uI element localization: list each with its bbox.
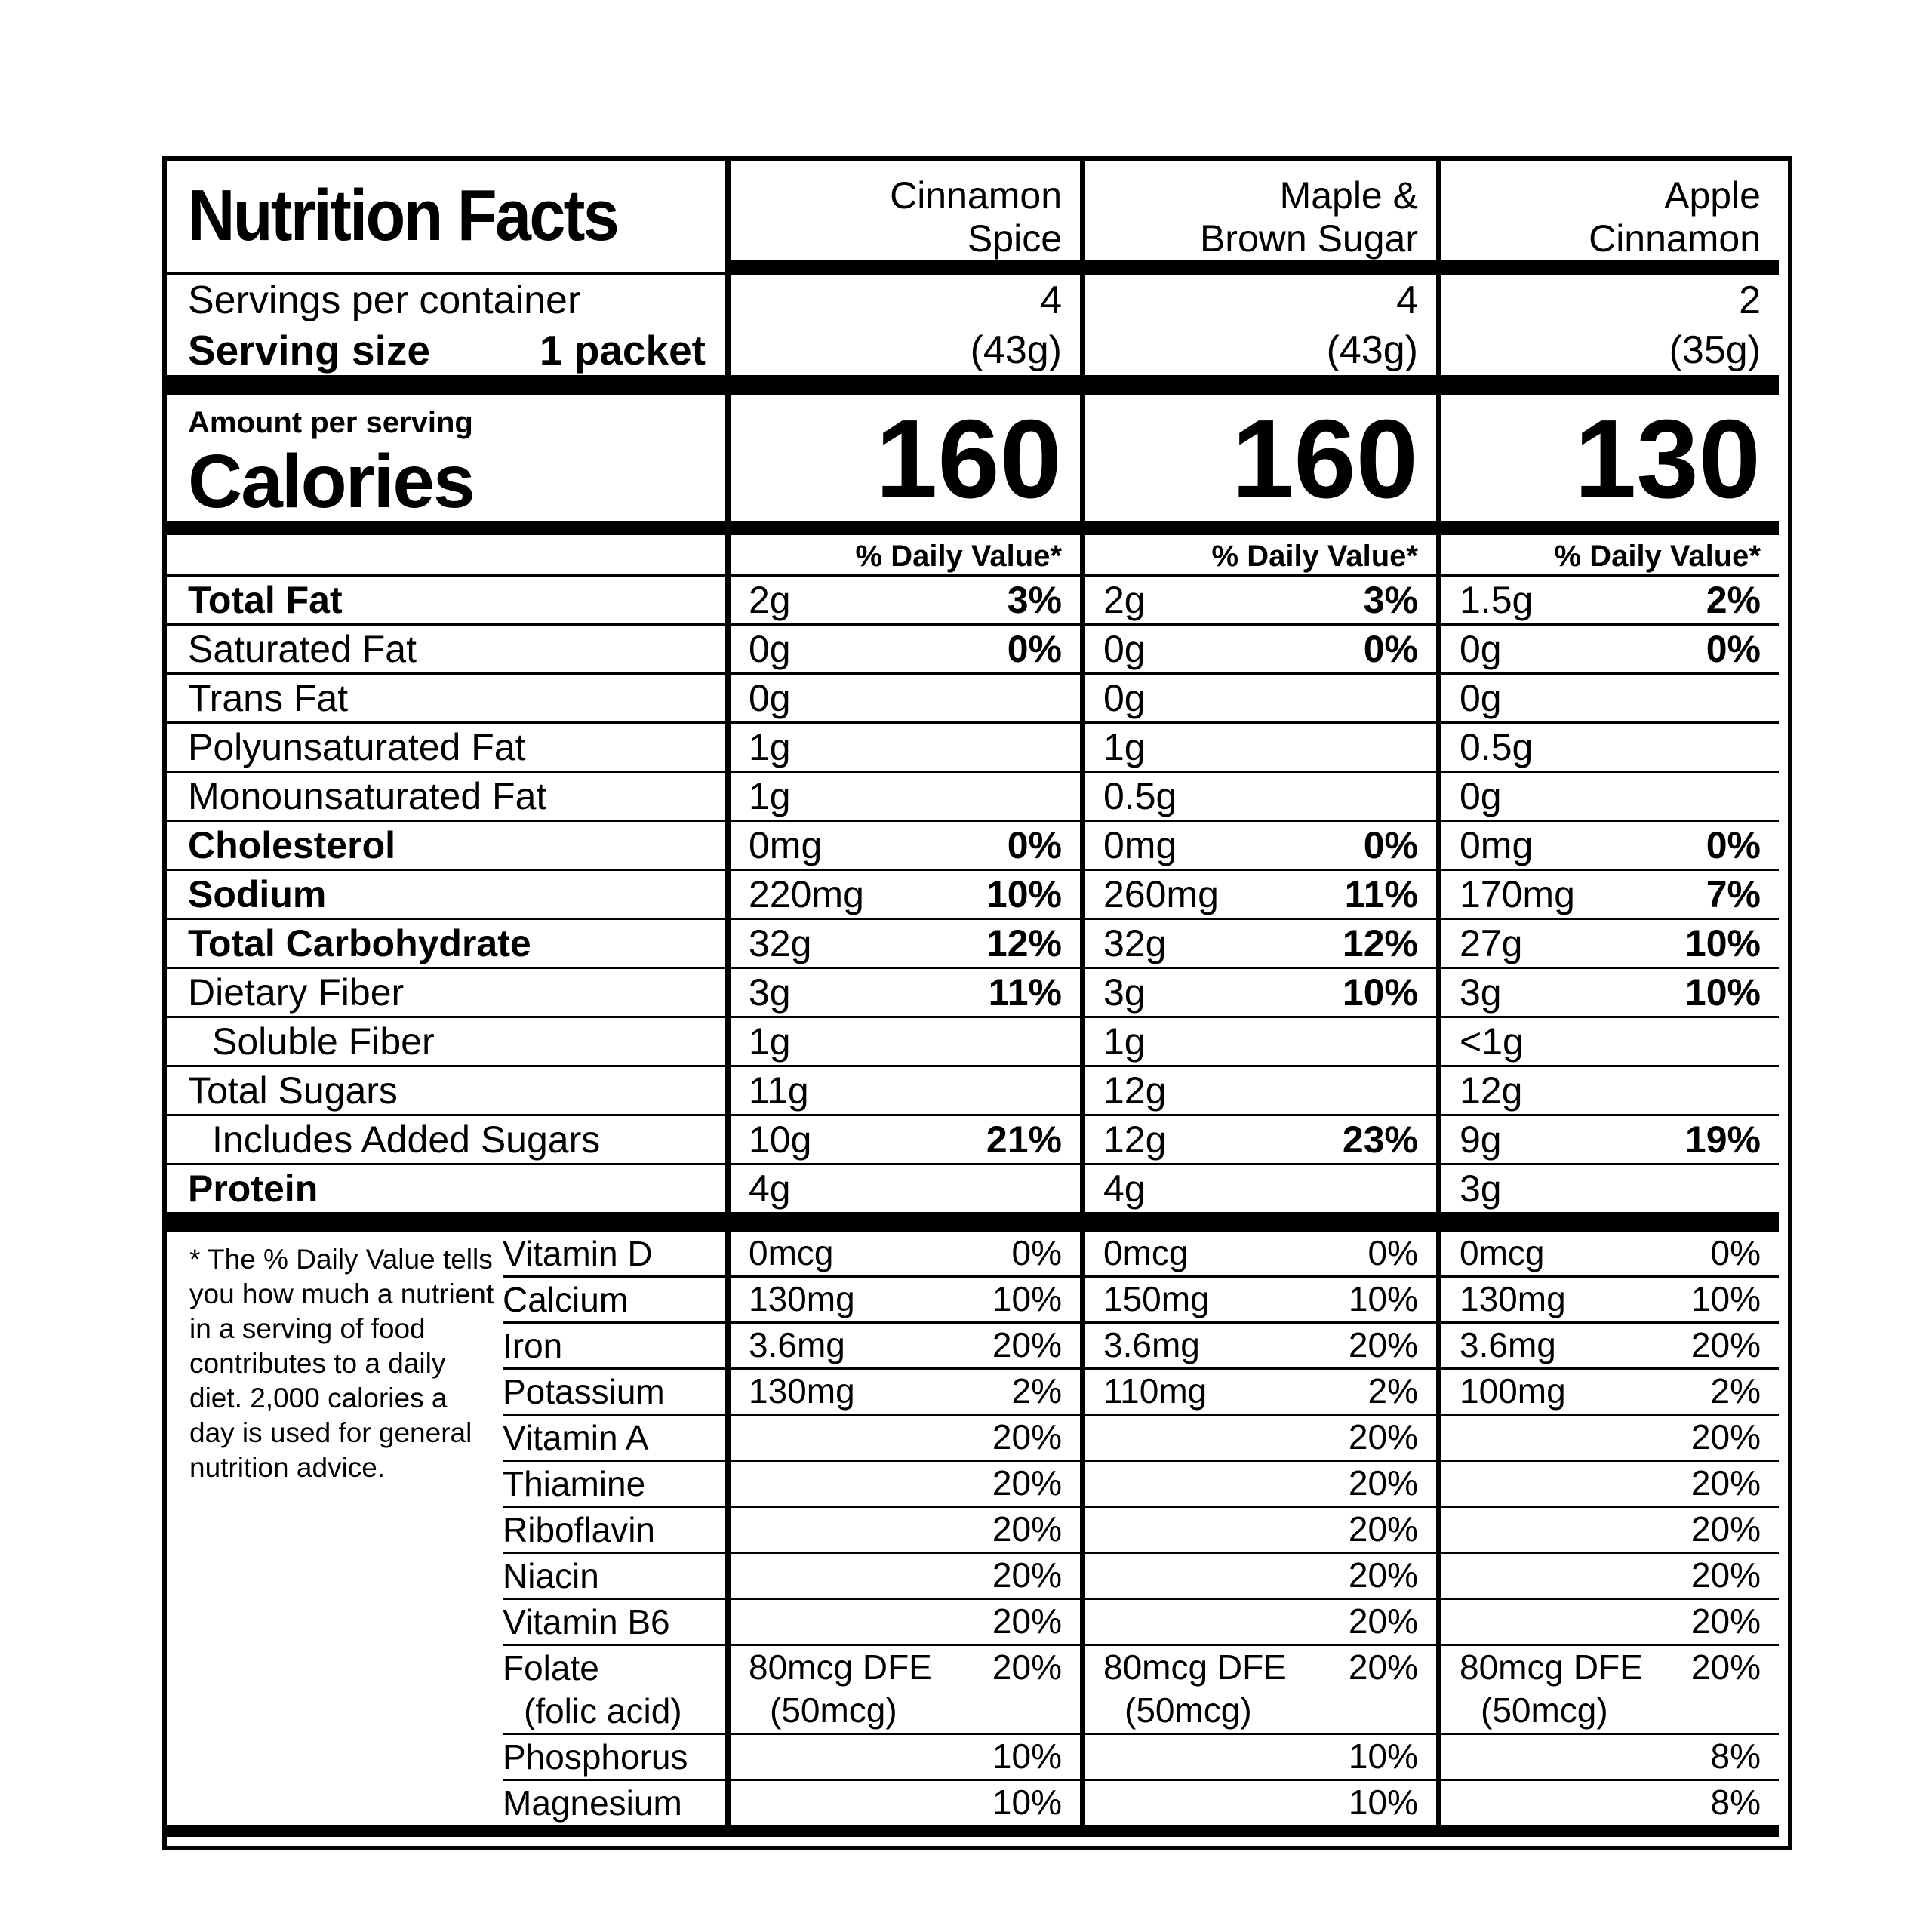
micronutrient-daily-value: 2%	[1011, 1371, 1062, 1411]
nutrient-amount: <1g	[1460, 1020, 1524, 1063]
nutrition-facts-label	[162, 156, 1792, 1850]
nutrient-amount: 0g	[1103, 628, 1146, 670]
page-title	[167, 161, 725, 275]
micronutrient-value-cell	[1436, 1462, 1779, 1508]
calories-label: Calories	[188, 439, 474, 524]
micronutrient-label	[503, 1735, 725, 1781]
nutrient-amount: 9g	[1460, 1118, 1502, 1161]
nutrient-label: Total Sugars	[167, 1067, 725, 1116]
micronutrient-daily-value: 20%	[992, 1417, 1062, 1457]
nutrient-daily-value: 11%	[988, 971, 1062, 1014]
daily-value-footnote: * The % Daily Value tells you how much a nutrient in a serving of food contributes to a daily diet. 2,000 calories a day is used for general nutrition advice.	[189, 1244, 494, 1483]
section-divider-bar	[1436, 1212, 1779, 1232]
flavor-name-line: Maple &	[1279, 174, 1418, 217]
micronutrient-amount	[1103, 1324, 1200, 1367]
micronutrient-daily-value: 20%	[992, 1463, 1062, 1503]
serving-size-label: Serving size	[188, 327, 430, 374]
micronutrient-value-cell	[1436, 1735, 1779, 1781]
nutrient-amount: 0g	[749, 677, 791, 719]
nutrient-amount: 11g	[749, 1069, 809, 1112]
nutrient-label: Total Fat	[167, 577, 725, 626]
nutrient-value-cell	[725, 773, 1080, 822]
serving-weight: (43g)	[1080, 325, 1436, 395]
nutrient-value-cell	[725, 1018, 1080, 1067]
micronutrient-label	[503, 1508, 725, 1554]
nutrient-label: Trans Fat	[167, 675, 725, 724]
nutrient-amount: 1g	[749, 1020, 791, 1063]
micronutrient-daily-value: 20%	[992, 1601, 1062, 1641]
nutrient-value-cell	[1080, 577, 1436, 626]
nutrient-amount: 220mg	[749, 873, 864, 915]
micronutrient-name: Iron	[503, 1326, 563, 1365]
nutrient-amount: 1g	[749, 726, 791, 768]
nutrient-amount: 1g	[1103, 726, 1146, 768]
nutrient-value-cell	[1436, 773, 1779, 822]
micronutrient-daily-value: 0%	[1710, 1233, 1761, 1272]
nutrient-value-cell	[725, 871, 1080, 920]
micronutrient-amount	[1103, 1370, 1207, 1413]
micronutrient-amount	[1460, 1232, 1544, 1275]
nutrient-daily-value: 0%	[1007, 824, 1062, 866]
nutrient-value-cell	[1080, 822, 1436, 871]
micronutrient-label	[503, 1370, 725, 1416]
nutrient-value-cell	[1436, 1018, 1779, 1067]
micronutrient-amount	[749, 1232, 833, 1275]
micronutrient-value-cell	[1436, 1508, 1779, 1554]
nutrient-daily-value: 2%	[1706, 579, 1761, 621]
micronutrient-daily-value: 2%	[1710, 1371, 1761, 1411]
page-title-text: Nutrition Facts	[188, 175, 618, 256]
micronutrient-daily-value: 10%	[992, 1783, 1062, 1822]
micronutrient-value-cell	[1080, 1278, 1436, 1324]
micronutrient-name: Calcium	[503, 1280, 629, 1319]
micronutrient-daily-value: 20%	[992, 1647, 1062, 1687]
nutrient-daily-value: 12%	[1342, 922, 1418, 964]
nutrient-label: Polyunsaturated Fat	[167, 724, 725, 773]
servings-count: 2	[1436, 275, 1779, 325]
nutrient-daily-value: 0%	[1363, 824, 1418, 866]
micronutrient-value-cell	[1080, 1735, 1436, 1781]
micronutrient-label	[503, 1600, 725, 1646]
nutrient-value-cell	[1436, 1116, 1779, 1165]
micronutrient-value-cell	[1436, 1781, 1779, 1825]
micronutrient-value-cell	[1080, 1600, 1436, 1646]
micronutrient-value-cell	[1080, 1416, 1436, 1462]
micronutrient-daily-value: 20%	[1690, 1555, 1761, 1595]
nutrient-daily-value: 0%	[1706, 824, 1761, 866]
micronutrient-daily-value: 20%	[1690, 1417, 1761, 1457]
micronutrient-value-cell	[1080, 1324, 1436, 1370]
micronutrient-amount-line: 130mg	[749, 1279, 855, 1318]
nutrient-daily-value: 7%	[1706, 873, 1761, 915]
nutrient-value-cell	[1080, 1018, 1436, 1067]
micronutrient-value-cell	[725, 1370, 1080, 1416]
nutrient-daily-value: 3%	[1363, 579, 1418, 621]
nutrient-value-cell	[1080, 1165, 1436, 1212]
micronutrient-value-cell	[725, 1554, 1080, 1600]
micronutrient-amount	[1103, 1646, 1287, 1732]
micronutrient-daily-value: 20%	[992, 1325, 1062, 1364]
micronutrient-name: Potassium	[503, 1372, 665, 1411]
micronutrient-value-cell	[725, 1416, 1080, 1462]
micronutrient-label	[503, 1324, 725, 1370]
nutrient-label: Dietary Fiber	[167, 969, 725, 1018]
serving-weight: (43g)	[725, 325, 1080, 395]
micronutrient-daily-value: 20%	[992, 1509, 1062, 1549]
flavor-name-line: Spice	[967, 217, 1062, 260]
nutrient-daily-value: 19%	[1684, 1118, 1761, 1161]
nutrient-value-cell	[725, 969, 1080, 1018]
micronutrient-value-cell	[1080, 1462, 1436, 1508]
flavor-name-line: Apple	[1664, 174, 1761, 217]
micronutrient-value-cell	[1436, 1324, 1779, 1370]
micronutrient-amount-line: 80mcg DFE	[1460, 1647, 1643, 1687]
nutrient-value-cell	[725, 1067, 1080, 1116]
micronutrient-value-cell	[1436, 1416, 1779, 1462]
micronutrient-daily-value: 20%	[1348, 1325, 1418, 1364]
calories-value: 160	[725, 395, 1080, 535]
micronutrient-section	[167, 1232, 1779, 1837]
micronutrient-value-cell	[725, 1646, 1080, 1735]
nutrient-value-cell	[725, 577, 1080, 626]
nutrient-value-cell	[1436, 871, 1779, 920]
nutrient-amount: 2g	[1103, 579, 1146, 621]
servings-count: 4	[1080, 275, 1436, 325]
calories-value: 160	[1080, 395, 1436, 535]
nutrient-amount: 3g	[749, 971, 791, 1014]
nutrient-label: Sodium	[167, 871, 725, 920]
nutrient-amount: 1g	[1103, 1020, 1146, 1063]
nutrient-label: Cholesterol	[167, 822, 725, 871]
micronutrient-name: Vitamin B6	[503, 1602, 670, 1641]
micronutrient-amount	[749, 1370, 855, 1413]
nutrient-amount: 0mg	[749, 824, 823, 866]
nutrient-value-cell	[1436, 724, 1779, 773]
micronutrient-daily-value: 20%	[1348, 1463, 1418, 1503]
flavor-header	[1080, 161, 1436, 275]
micronutrient-amount	[1460, 1370, 1566, 1413]
nutrient-value-cell	[1436, 626, 1779, 675]
nutrient-daily-value: 10%	[1684, 971, 1761, 1014]
micronutrient-daily-value: 20%	[1690, 1647, 1761, 1687]
nutrient-value-cell	[1080, 1116, 1436, 1165]
nutrient-value-cell	[725, 1165, 1080, 1212]
nutrient-amount: 0g	[1460, 775, 1502, 817]
nutrient-value-cell	[1436, 577, 1779, 626]
micronutrient-amount	[749, 1278, 855, 1321]
nutrient-value-cell	[1080, 1067, 1436, 1116]
nutrient-amount: 0g	[1460, 628, 1502, 670]
daily-value-header: % Daily Value*	[1436, 535, 1779, 577]
nutrient-amount: 10g	[749, 1118, 812, 1161]
micronutrient-value-cell	[725, 1600, 1080, 1646]
micronutrient-daily-value: 20%	[1690, 1509, 1761, 1549]
micronutrient-daily-value: 0%	[1011, 1233, 1062, 1272]
nutrient-value-cell	[1080, 920, 1436, 969]
nutrient-amount: 12g	[1103, 1069, 1167, 1112]
flavor-header	[1436, 161, 1779, 275]
micronutrient-amount-line: 100mg	[1460, 1371, 1566, 1411]
micronutrient-amount-line: 3.6mg	[1103, 1325, 1200, 1364]
serving-weight: (35g)	[1436, 325, 1779, 395]
nutrient-amount: 1.5g	[1460, 579, 1534, 621]
calories-header	[167, 395, 725, 535]
nutrient-value-cell	[1436, 822, 1779, 871]
nutrient-amount: 170mg	[1460, 873, 1575, 915]
micronutrient-daily-value: 10%	[992, 1737, 1062, 1776]
nutrient-amount: 3g	[1103, 971, 1146, 1014]
micronutrient-value-cell	[1436, 1554, 1779, 1600]
nutrient-label: Saturated Fat	[167, 626, 725, 675]
nutrient-amount: 0mg	[1460, 824, 1534, 866]
nutrient-value-cell	[1080, 675, 1436, 724]
micronutrient-name: Folate	[503, 1648, 599, 1687]
nutrient-amount: 0g	[1460, 677, 1502, 719]
micronutrient-name: Niacin	[503, 1556, 599, 1595]
nutrient-value-cell	[725, 920, 1080, 969]
nutrient-daily-value: 0%	[1363, 628, 1418, 670]
nutrient-amount: 27g	[1460, 922, 1523, 964]
micronutrient-value-cell	[1080, 1232, 1436, 1278]
micronutrient-daily-value: 2%	[1367, 1371, 1418, 1411]
nutrient-value-cell	[1080, 871, 1436, 920]
micronutrient-value-cell	[1080, 1554, 1436, 1600]
micronutrient-daily-value: 10%	[992, 1279, 1062, 1318]
nutrient-amount: 1g	[749, 775, 791, 817]
micronutrient-amount-sub: (50mcg)	[1124, 1690, 1252, 1730]
micronutrient-daily-value: 20%	[1348, 1509, 1418, 1549]
nutrient-amount: 4g	[749, 1168, 791, 1210]
nutrient-amount: 260mg	[1103, 873, 1219, 915]
micronutrient-amount-line: 130mg	[1460, 1279, 1566, 1318]
flavor-header	[725, 161, 1080, 275]
nutrient-label: Protein	[188, 1168, 318, 1210]
nutrient-label: Monounsaturated Fat	[167, 773, 725, 822]
serving-size-value: 1 packet	[539, 327, 706, 374]
nutrient-amount: 0.5g	[1103, 775, 1177, 817]
micronutrient-daily-value: 10%	[1690, 1279, 1761, 1318]
micronutrient-value-cell	[725, 1508, 1080, 1554]
nutrient-value-cell	[725, 1116, 1080, 1165]
micronutrient-label	[503, 1781, 725, 1825]
nutrient-label: Includes Added Sugars	[167, 1116, 725, 1165]
micronutrient-value-cell	[725, 1462, 1080, 1508]
micronutrient-label	[503, 1646, 725, 1735]
micronutrient-amount-line: 80mcg DFE	[749, 1647, 932, 1687]
micronutrient-amount	[1460, 1646, 1643, 1732]
micronutrient-value-cell	[725, 1232, 1080, 1278]
nutrient-amount: 0mg	[1103, 824, 1177, 866]
micronutrient-label	[503, 1462, 725, 1508]
daily-value-header: % Daily Value*	[1080, 535, 1436, 577]
nutrient-amount: 0g	[1103, 677, 1146, 719]
amount-per-serving-label: Amount per serving	[188, 406, 473, 439]
flavor-name-line: Cinnamon	[890, 174, 1062, 217]
nutrient-value-cell	[725, 626, 1080, 675]
micronutrient-amount-line: 3.6mg	[1460, 1325, 1556, 1364]
nutrient-amount: 0.5g	[1460, 726, 1534, 768]
micronutrient-value-cell	[1436, 1646, 1779, 1735]
nutrient-daily-value: 10%	[1342, 971, 1418, 1014]
nutrient-value-cell	[1436, 1165, 1779, 1212]
servings-per-container-label: Servings per container	[188, 278, 581, 322]
nutrient-value-cell	[1080, 626, 1436, 675]
micronutrient-name: Magnesium	[503, 1783, 682, 1823]
micronutrient-label	[503, 1278, 725, 1324]
nutrient-daily-value: 0%	[1706, 628, 1761, 670]
nutrient-value-cell	[725, 724, 1080, 773]
micronutrient-amount	[1103, 1232, 1188, 1275]
micronutrient-daily-value: 8%	[1710, 1783, 1761, 1822]
nutrient-value-cell	[1436, 675, 1779, 724]
micronutrient-amount-sub: (50mcg)	[770, 1690, 897, 1730]
nutrient-amount: 12g	[1103, 1118, 1167, 1161]
micronutrient-amount-sub: (50mcg)	[1481, 1690, 1608, 1730]
nutrient-daily-value: 11%	[1344, 873, 1418, 915]
micronutrient-label	[503, 1554, 725, 1600]
micronutrient-daily-value: 10%	[1348, 1737, 1418, 1776]
micronutrient-amount-line: 130mg	[749, 1371, 855, 1411]
micronutrient-value-cell	[1080, 1370, 1436, 1416]
micronutrient-value-cell	[725, 1278, 1080, 1324]
micronutrient-value-cell	[1436, 1232, 1779, 1278]
nutrient-daily-value: 10%	[1684, 922, 1761, 964]
micronutrient-amount	[749, 1646, 932, 1732]
micronutrient-daily-value: 20%	[1690, 1463, 1761, 1503]
nutrient-label: Soluble Fiber	[167, 1018, 725, 1067]
micronutrient-amount-line: 0mcg	[749, 1233, 834, 1272]
micronutrient-amount-line: 110mg	[1103, 1371, 1208, 1411]
nutrient-amount: 2g	[749, 579, 791, 621]
micronutrient-daily-value: 20%	[1348, 1555, 1418, 1595]
nutrient-value-cell	[725, 822, 1080, 871]
nutrient-amount: 4g	[1103, 1168, 1146, 1210]
nutrient-amount: 0g	[749, 628, 791, 670]
nutrient-amount: 32g	[1103, 922, 1167, 964]
micronutrient-amount	[1460, 1278, 1566, 1321]
micronutrient-name-sub: (folic acid)	[524, 1691, 682, 1730]
micronutrient-daily-value: 20%	[1348, 1647, 1418, 1687]
nutrient-value-cell	[1436, 920, 1779, 969]
micronutrient-daily-value: 10%	[1348, 1279, 1418, 1318]
micronutrient-amount-line: 150mg	[1103, 1279, 1210, 1318]
nutrient-value-cell	[1080, 969, 1436, 1018]
nutrient-value-cell	[1436, 969, 1779, 1018]
nutrient-amount: 3g	[1460, 1168, 1502, 1210]
micronutrient-value-cell	[1436, 1600, 1779, 1646]
servings-count: 4	[725, 275, 1080, 325]
section-divider-bar	[167, 1212, 725, 1232]
micronutrient-value-cell	[1080, 1781, 1436, 1825]
nutrient-amount: 3g	[1460, 971, 1502, 1014]
micronutrient-value-cell	[725, 1781, 1080, 1825]
micronutrient-amount	[749, 1324, 845, 1367]
micronutrient-name: Vitamin A	[503, 1418, 649, 1457]
micronutrient-daily-value: 20%	[1348, 1601, 1418, 1641]
micronutrient-daily-value: 20%	[1348, 1417, 1418, 1457]
micronutrient-daily-value: 8%	[1710, 1737, 1761, 1776]
nutrient-label: Total Carbohydrate	[167, 920, 725, 969]
micronutrient-label	[503, 1416, 725, 1462]
micronutrient-label	[503, 1232, 725, 1278]
nutrient-value-cell	[1436, 1067, 1779, 1116]
daily-value-spacer	[167, 535, 725, 577]
micronutrient-daily-value: 20%	[992, 1555, 1062, 1595]
micronutrient-name: Phosphorus	[503, 1737, 688, 1777]
micronutrient-amount	[1460, 1324, 1556, 1367]
nutrient-amount: 12g	[1460, 1069, 1523, 1112]
micronutrient-name: Riboflavin	[503, 1510, 655, 1549]
calories-value: 130	[1436, 395, 1779, 535]
micronutrient-value-cell	[725, 1735, 1080, 1781]
micronutrient-daily-value: 0%	[1367, 1233, 1418, 1272]
micronutrient-amount	[1103, 1278, 1210, 1321]
flavor-name-line: Brown Sugar	[1199, 217, 1418, 260]
micronutrient-value-cell	[1080, 1646, 1436, 1735]
daily-value-header: % Daily Value*	[725, 535, 1080, 577]
micronutrient-daily-value: 10%	[1348, 1783, 1418, 1822]
nutrient-value-cell	[1080, 773, 1436, 822]
micronutrient-amount-line: 3.6mg	[749, 1325, 845, 1364]
flavor-name-line: Cinnamon	[1589, 217, 1761, 260]
micronutrient-name: Vitamin D	[503, 1234, 653, 1273]
serving-size-row	[167, 325, 725, 395]
micronutrient-value-cell	[1436, 1370, 1779, 1416]
nutrient-daily-value: 21%	[986, 1118, 1062, 1161]
nutrient-amount: 32g	[749, 922, 812, 964]
nutrient-daily-value: 3%	[1007, 579, 1062, 621]
micronutrient-amount-line: 0mcg	[1460, 1233, 1545, 1272]
nutrient-daily-value: 12%	[986, 922, 1062, 964]
section-divider-bar	[725, 1212, 1080, 1232]
micronutrient-value-cell	[1436, 1278, 1779, 1324]
section-divider-bar	[1080, 1212, 1436, 1232]
micronutrient-name: Thiamine	[503, 1464, 646, 1503]
micronutrient-value-cell	[1080, 1508, 1436, 1554]
nutrient-value-cell	[725, 675, 1080, 724]
micronutrient-amount-line: 80mcg DFE	[1103, 1647, 1287, 1687]
micronutrient-amount-line: 0mcg	[1103, 1233, 1189, 1272]
nutrient-value-cell	[1080, 724, 1436, 773]
nutrient-daily-value: 0%	[1007, 628, 1062, 670]
nutrient-daily-value: 23%	[1342, 1118, 1418, 1161]
micronutrient-daily-value: 20%	[1690, 1325, 1761, 1364]
micronutrient-daily-value: 20%	[1690, 1601, 1761, 1641]
nutrient-daily-value: 10%	[986, 873, 1062, 915]
micronutrient-value-cell	[725, 1324, 1080, 1370]
